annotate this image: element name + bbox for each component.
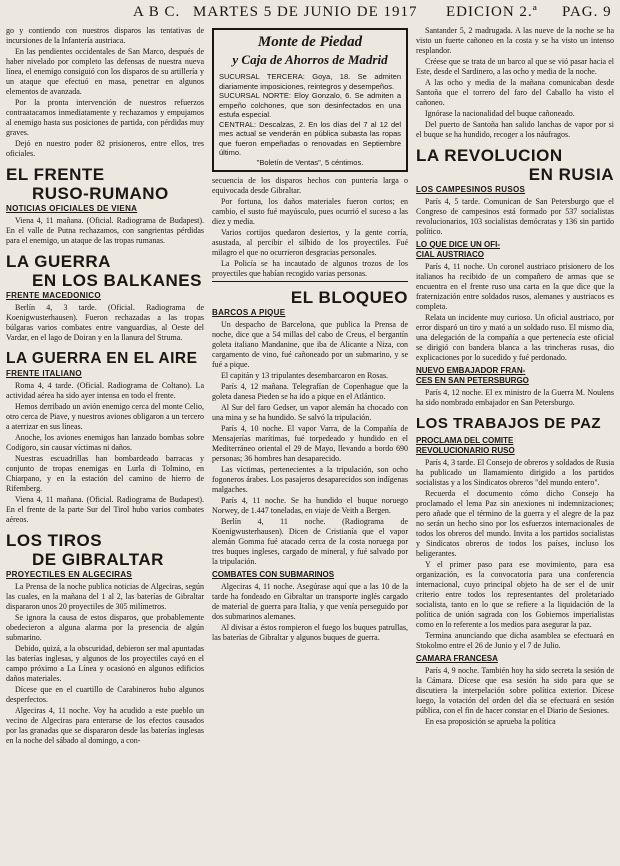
- article-text: Ignórase la nacionalidad del buque cañoneado.: [425, 109, 575, 118]
- article-text: Algeciras 4, 11 noche. Voy ha acudido a este pueblo un vecino de Algeciras para enterarse de los efectos causados por las granadas que se dispararon desde las baterías inglesas en la noche del sábado al domingo, a con-: [6, 706, 204, 745]
- article-text: En las pendientes occidentales de San Marco, después de haber nivelado por completo las defensas de nuestra nueva línea, el enemigo consiguió con los disparos de su artillería y un ataque que efectuó en masa, penetrar en algunos elementos de avanzada.: [6, 47, 204, 96]
- subhead-proclama-1: PROCLAMA DEL COMITE: [416, 436, 514, 445]
- article-text: Debido, quizá, a la obscuridad, debieron ser mal apuntadas las baterías inglesas, y algunos de los proyectiles cayó en el campo próximo a La Línea y ocasionó en algunos edificios daños materiales.: [6, 644, 204, 683]
- masthead-edition: EDICION 2.ª: [446, 4, 538, 20]
- article-text: Del puerto de Santoña han salido lanchas de vapor por si el buque se ha hundido, recoger a los náufragos.: [416, 120, 614, 139]
- article-text: París 4, 12 mañana. Telegrafían de Copenhague que la goleta danesa Pieden se ha ido a pique en el Atlántico.: [212, 382, 408, 401]
- article-text: Nuestras escuadrillas han bombardeado barracas y conjunto de tropas enemigas en Lurla di Tolmino, en Chiarpano, y en la estación del camino de hierro de Rifemberg.: [6, 454, 204, 493]
- article-text: La Policía se ha incautado de algunos trozos de los proyectiles que habían recogido varias personas.: [212, 259, 408, 278]
- headline-aire: LA GUERRA EN EL AIRE: [6, 350, 198, 367]
- masthead: [0, 4, 620, 24]
- column-1: [6, 26, 204, 864]
- article-text: París 4, 11 noche. Un coronel austriaco prisionero de los italianos ha recibido de un compañero de armas que se encuentra en el frente ruso una carta en la que dice que la fraternización entre soldados rusos, alemanes y austriacos es completa.: [416, 262, 614, 311]
- article-text: Se ignora la causa de estos disparos, que probablemente obedecieron a alguna alarma por la presencia de algún submarino.: [6, 613, 204, 642]
- subhead-proclama-2: REVOLUCIONARIO RUSO: [416, 446, 515, 455]
- article-text: París 4, 10 noche. El vapor Varra, de la Compañía de Mensajerías marítimas, fué torpedeado y hundido en el Mediterráneo oriental el 29 de Mayo, llevando a bordo 690 personas; 36 hombres han desaparecido.: [212, 424, 408, 463]
- subhead-oficial-2: CIAL AUSTRIACO: [416, 250, 484, 259]
- article-text: París 4, 3 tarde. El Consejo de obreros y soldados de Rusia ha publicado un llamamiento dirigido a los partidos socialistas y a los Sindicatos obreros "del mundo entero".: [416, 458, 614, 487]
- article-text: París 4, 11 noche. Se ha hundido el buque noruego Norwey, de 1.447 toneladas, en viaje de Veith a Bergen.: [212, 496, 408, 515]
- headline-balcanes-1: LA GUERRA: [6, 252, 111, 271]
- headline-bloqueo: EL BLOQUEO: [290, 288, 408, 307]
- article-text: Anoche, los aviones enemigos han lanzado bombas sobre Codigoro, sin causar víctimas ni daños.: [6, 433, 204, 452]
- article-text: Recuerda el documento cómo dicho Consejo ha proclamado el lema Paz sin anexiones ni indemnizaciones; pero añade que el término de la guerra y el alegre de la paz no serán un hecho sino por los esfuerzos internacionales de todos los obreros del mundo. Invita a los partidos socialistas y Sindicatos obreros de todos los países, incluso los beligerantes.: [416, 489, 614, 558]
- article-text: go y contiendo con nuestros disparos las tentativas de incursiones de la Infantería austriaca.: [6, 26, 204, 45]
- ad-line: SUCURSAL TERCERA: Goya, 18. Se admiten diariamente imposiciones, reintegros y desempeños.: [219, 72, 401, 91]
- article-text: Por la pronta intervención de nuestros refuerzos contraatacamos inmediatamente y rechazamos y empujamos al enemigo hasta sus posiciones de partida, con pérdidas muy graves.: [6, 98, 204, 137]
- headline-revolucion-1: LA REVOLUCION: [416, 146, 563, 165]
- column-divider: [212, 281, 408, 282]
- subhead-oficial-1: LO QUE DICE UN OFI-: [416, 240, 500, 249]
- article-text: Roma 4, 4 tarde. (Oficial. Radiograma de Coltano). La actividad aérea ha sido ayer intensa en todo el frente.: [6, 381, 204, 400]
- article-text: A las ocho y media de la mañana comunicaban desde Santoña que el torrero del faro del Caballo ha visto el cañoneo.: [416, 78, 614, 107]
- article-text: El capitán y 13 tripulantes desembarcaron en Rosas.: [221, 371, 389, 380]
- subhead-combates: COMBATES CON SUBMARINOS: [212, 570, 335, 579]
- article-text: París 4, 12 noche. El ex ministro de la Guerra M. Noulens ha sido nombrado embajador en San Petersburgo.: [416, 388, 614, 407]
- article-text: En esa proposición se aprueba la política: [425, 717, 556, 726]
- column-2: [212, 26, 408, 864]
- article-text: Hemos derribado un avión enemigo cerca del monte Celio, otro cerca de Piave, y nuestros aviones obligaron a un tercero a aterrizar en sus líneas.: [6, 402, 204, 431]
- article-text: Viena 4, 11 mañana. (Oficial. Radiograma de Budapest). En el frente de la parte Sur del Tirol hubo varios combates aéreos.: [6, 495, 204, 524]
- subhead-barcos: BARCOS A PIQUE: [212, 308, 286, 317]
- masthead-paper: A B C.: [133, 4, 181, 20]
- subhead-frente: NOTICIAS OFICIALES DE VIENA: [6, 204, 138, 213]
- ad-line: SUCURSAL NORTE: Eloy Gonzalo, 6. Se admiten a empeño colchones, que son desinfectados en una estufa especial.: [219, 91, 401, 119]
- subhead-campesinos: LOS CAMPESINOS RUSOS: [416, 185, 526, 194]
- article-text: Algeciras 4, 11 noche. Asegúrase aquí que a las 10 de la tarde ha fondeado en Gibraltar un transporte inglés cargado de material de guerra para Italia, y que venía perseguido por dos submarinos alemanes.: [212, 582, 408, 621]
- ad-line: CENTRAL: Descalzas, 2. En los días del 7 al 12 del mes actual se venderán en pública subasta las ropas que fueron empeñadas o renovadas en Septiembre último.: [219, 119, 401, 157]
- article-text: Y el primer paso para ese movimiento, para esa organización, es la convocatoria para una conferencia internacional, cuyo principal objeto ha de ser el de unir criterio entre todos los representantes del proletariado socialista, tanto en lo que se refiere a la liquidación de la política de unión sagrada con los Gobiernos imperialistas como en lo referente a los medios para asegurar la paz.: [416, 560, 614, 629]
- article-text: Santander 5, 2 madrugada. A las nueve de la noche se ha visto un fuerte cañoneo en la costa y se ha visto un intenso resplandor.: [416, 26, 614, 55]
- subhead-embajador-2: CES EN SAN PETERSBURGO: [416, 376, 529, 385]
- article-text: Dícese que en el cuartillo de Carabineros hubo algunos desperfectos.: [6, 685, 204, 704]
- headline-tiros-1: LOS TIROS: [6, 531, 103, 550]
- article-text: Créese que se trata de un barco al que se vió pasar hacia el Este, desde el Sardinero, a las ocho y media de la noche.: [416, 57, 614, 76]
- article-text: París 4, 9 noche. También hoy ha sido secreta la sesión de la Cámara. Dícese que esa sesión ha sido para que se discutiera la interpelación sobre política exterior. Dícese luego, la votación del orden del día se efectuará en sesión pública, con el fin de hacer constar en el Diario de Sesiones.: [416, 666, 614, 715]
- article-text: París 4, 5 tarde. Comunican de San Petersburgo que el Congreso de campesinos está formado por 537 socialistas revolucionarios, 103 socialistas demócratas y 136 sin partido político.: [416, 197, 614, 236]
- article-text: Las víctimas, pertenecientes a la tripulación, son ocho fogoneros árabes. Los pasajeros desaparecidos son indígenas malgaches.: [212, 465, 408, 494]
- advertisement-monte-de-piedad: [212, 28, 408, 172]
- article-text: Al divisar a éstos rompieron el fuego los buques patrullas, las baterías de Gibraltar y algunos buques de guerra.: [212, 623, 408, 642]
- headline-revolucion-2: EN RUSIA: [528, 165, 614, 184]
- subhead-camara: CAMARA FRANCESA: [416, 654, 498, 663]
- subhead-tiros: PROYECTILES EN ALGECIRAS: [6, 570, 133, 579]
- headline-frente-1: EL FRENTE: [6, 165, 105, 184]
- ad-body: [219, 72, 401, 167]
- ad-line: "Boletín de Ventas", 5 céntimos.: [256, 157, 364, 167]
- article-text: Por fortuna, los daños materiales fueron cortos; en cambio, el susto fué mayúsculo, pues ocurrió el suceso a las diez y media.: [212, 197, 408, 226]
- article-text: Al Sur del faro Gedser, un vapor alemán ha chocado con una mina y se ha hundido. Se salvó la tripulación.: [212, 403, 408, 422]
- headline-tiros-2: DE GIBRALTAR: [32, 550, 164, 569]
- article-text: secuencia de los disparos hechos con puntería larga o equivocada desde Gibraltar.: [212, 176, 408, 195]
- masthead-page: PAG. 9: [562, 4, 612, 20]
- subhead-balcanes: FRENTE MACEDONICO: [6, 291, 101, 300]
- headline-paz: LOS TRABAJOS DE PAZ: [416, 415, 602, 432]
- article-text: Relata un incidente muy curioso. Un oficial austriaco, por error disparó un tiro y mató a un soldado ruso. El mismo día, una delegación de la compañía a que pertenecía este oficial se dirigió con bandera blanca a las trincheras rusas, dio explicaciones por lo sucedido y fué perdonado.: [416, 313, 614, 362]
- headline-frente-2: RUSO-RUMANO: [32, 184, 169, 203]
- column-3: [416, 26, 614, 864]
- ad-title-2: y Caja de Ahorros de Madrid: [232, 52, 388, 67]
- article-text: Varios cortijos quedaron desiertos, y la gente corría, asustada, al percibir el silbido de los proyectiles. Fué milagro el que no ocurrieron desgracias personales.: [212, 228, 408, 257]
- masthead-date: MARTES 5 DE JUNIO DE 1917: [193, 4, 418, 20]
- subhead-aire: FRENTE ITALIANO: [6, 369, 82, 378]
- subhead-embajador-1: NUEVO EMBAJADOR FRAN-: [416, 366, 526, 375]
- article-text: Viena 4, 11 mañana. (Oficial. Radiograma de Budapest). En el valle de Putna rechazamos, con sangrientas pérdidas para el enemigo, un ataque de las tropas rumanas.: [6, 216, 204, 245]
- article-text: La Prensa de la noche publica noticias de Algeciras, según las cuales, en la mañana del 1 al 2, las baterías de Gibraltar dispararon unos 20 proyectiles de 305 milímetros.: [6, 582, 204, 611]
- ad-title-1: Monte de Piedad: [257, 34, 363, 50]
- article-text: Berlín 4, 3 tarde. (Oficial. Radiograma de Koenigwusterhausen). Fueron rechazadas a las tropas búlgaras varios combates entre vanguardias, al Oeste del Vardar, en el lago de Doiran y en la llanura del Struma.: [6, 303, 204, 342]
- article-text: Berlín 4, 11 noche. (Radiograma de Koenigwusterhausen). Dicen de Cristianía que el vapor alemán Gomma fué atacado cerca de la costa noruega por tres buques ingleses, cargado de mineral, y fué salvado por la tripulación.: [212, 517, 408, 566]
- article-text: Termina anunciando que dicha asamblea se efectuará en Stokolmo entre el 26 de Junio y el 7 de Julio.: [416, 631, 614, 650]
- article-text: Dejó en nuestro poder 82 prisioneros, entre ellos, tres oficiales.: [6, 139, 204, 158]
- headline-balcanes-2: EN LOS BALKANES: [32, 271, 202, 290]
- article-text: Un despacho de Barcelona, que publica la Prensa de noche, dice que a 54 millas del cabo de Creus, el bergantín goleta italiano Mandanine, que iba de Alicante a Niza, con cargamento de vino, fué cañoneado por un submarino, y se fué a pique.: [212, 320, 408, 369]
